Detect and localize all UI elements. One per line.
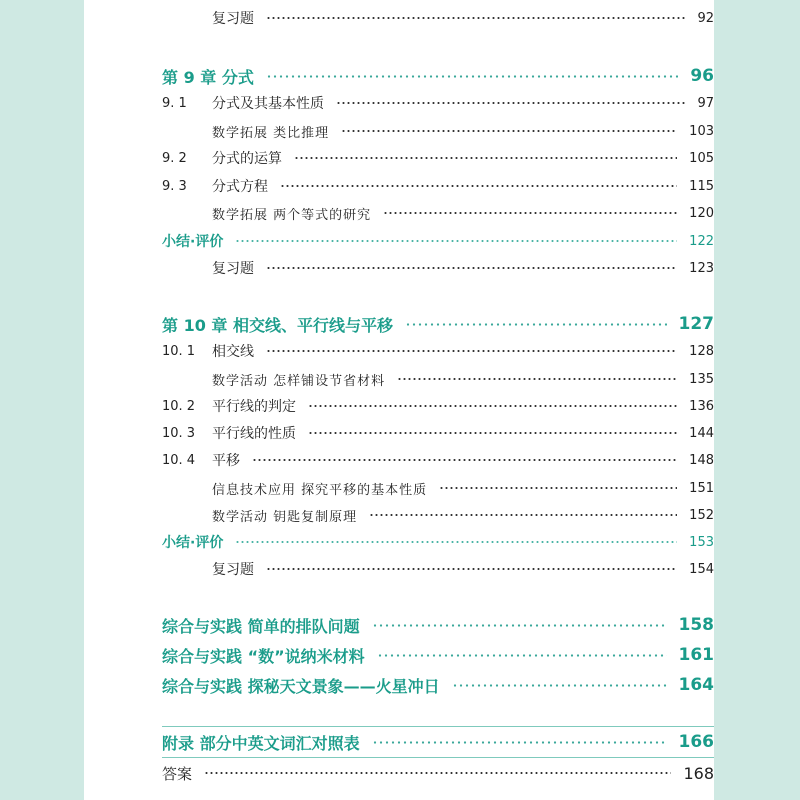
entry-title: 分式方程: [212, 179, 268, 195]
page-number: 105: [689, 150, 714, 166]
dot-leader: [235, 240, 677, 242]
toc-entry-plain: [162, 4, 714, 32]
page-number: 151: [689, 480, 714, 496]
entry-title: 复习题: [212, 562, 254, 578]
toc-entry-section: [162, 89, 714, 117]
toc-entry-section: [162, 337, 714, 365]
page-number: 144: [689, 425, 714, 441]
toc-entry-chapter: [162, 727, 714, 757]
toc-entry-summary: [162, 528, 714, 556]
entry-title: 平行线的判定: [212, 399, 296, 415]
dot-leader: [372, 624, 667, 627]
entry-title: 第 10 章 相交线、平行线与平移: [162, 315, 393, 335]
dot-leader: [341, 130, 677, 132]
dot-leader: [308, 405, 677, 407]
toc-entry-chapter: [162, 61, 714, 91]
dot-leader: [252, 459, 677, 461]
dot-leader: [405, 323, 667, 326]
page-number: 135: [689, 371, 714, 387]
toc-entry-section: [162, 446, 714, 474]
entry-title: 附录 部分中英文词汇对照表: [162, 733, 360, 753]
page-number: 136: [689, 398, 714, 414]
entry-title: 分式及其基本性质: [212, 96, 324, 112]
page-number: 127: [678, 314, 714, 334]
page-number: 97: [697, 95, 714, 111]
toc-entry-chapter: [162, 309, 714, 339]
section-number: 10. 2: [162, 398, 196, 414]
toc-entry-sub: [162, 199, 714, 227]
entry-title: 数学活动 怎样铺设节省材料: [212, 373, 386, 389]
page-number: 96: [690, 66, 714, 86]
toc-entry-section: [162, 392, 714, 420]
page-number: 152: [689, 507, 714, 523]
dot-leader: [266, 350, 677, 352]
dot-leader: [439, 487, 677, 489]
dot-leader: [235, 541, 677, 543]
entry-title: 综合与实践 简单的排队问题: [162, 616, 360, 636]
toc-entry-answer: [162, 759, 714, 787]
page-number: 123: [689, 260, 714, 276]
dot-leader: [266, 17, 685, 19]
page-number: 168: [683, 763, 714, 783]
toc-entry-chapter: [162, 640, 714, 670]
dot-leader: [266, 267, 677, 269]
entry-title: 答案: [162, 764, 193, 783]
section-number: 10. 3: [162, 425, 196, 441]
page-number: 120: [689, 205, 714, 221]
page-number: 164: [678, 675, 714, 695]
entry-title: 平行线的性质: [212, 426, 296, 442]
entry-title: 数学活动 钥匙复制原理: [212, 509, 358, 525]
dot-leader: [377, 654, 667, 657]
section-number: 9. 3: [162, 178, 187, 194]
dot-leader: [308, 432, 677, 434]
entry-title: 分式的运算: [212, 151, 282, 167]
toc-entry-section: [162, 419, 714, 447]
toc-entry-plain: [162, 254, 714, 282]
dot-leader: [294, 157, 677, 159]
page-number: 154: [689, 561, 714, 577]
toc-entry-sub: [162, 474, 714, 502]
toc-entry-sub: [162, 365, 714, 393]
page-number: 128: [689, 343, 714, 359]
entry-title: 复习题: [212, 11, 254, 27]
toc-page: [84, 0, 714, 800]
section-number: 10. 1: [162, 343, 196, 359]
entry-title: 数学拓展 类比推理: [212, 125, 330, 141]
page-number: 161: [678, 645, 714, 665]
right-margin-band: [714, 0, 800, 800]
toc-entry-section: [162, 144, 714, 172]
section-number: 9. 2: [162, 150, 187, 166]
page-number: 158: [678, 615, 714, 635]
dot-leader: [397, 378, 677, 380]
toc-entry-plain: [162, 555, 714, 583]
page-number: 122: [689, 233, 714, 249]
dot-leader: [266, 568, 677, 570]
toc-entry-section: [162, 172, 714, 200]
entry-title: 平移: [212, 453, 240, 469]
dot-leader: [383, 212, 677, 214]
page-number: 153: [689, 534, 714, 550]
section-number: 10. 4: [162, 452, 196, 468]
entry-title: 数学拓展 两个等式的研究: [212, 207, 372, 223]
page-number: 103: [689, 123, 714, 139]
table-of-contents: [84, 0, 714, 800]
entry-title: 小结·评价: [162, 535, 224, 551]
dot-leader: [452, 684, 667, 687]
dot-leader: [372, 741, 667, 744]
entry-title: 综合与实践 “数”说纳米材料: [162, 646, 365, 666]
entry-title: 第 9 章 分式: [162, 67, 254, 87]
dot-leader: [204, 772, 671, 774]
entry-title: 信息技术应用 探究平移的基本性质: [212, 482, 428, 498]
toc-entry-chapter: [162, 610, 714, 640]
page-number: 92: [697, 10, 714, 26]
separator-line: [162, 757, 714, 758]
left-margin-band: [0, 0, 84, 800]
toc-entry-sub: [162, 117, 714, 145]
entry-title: 小结·评价: [162, 234, 224, 250]
entry-title: 综合与实践 探秘天文景象——火星冲日: [162, 676, 440, 696]
entry-title: 复习题: [212, 261, 254, 277]
page-number: 166: [678, 732, 714, 752]
dot-leader: [266, 75, 678, 78]
dot-leader: [336, 102, 685, 104]
page-number: 115: [689, 178, 714, 194]
dot-leader: [369, 514, 677, 516]
toc-entry-sub: [162, 501, 714, 529]
page-number: 148: [689, 452, 714, 468]
dot-leader: [280, 185, 677, 187]
toc-entry-chapter: [162, 670, 714, 700]
toc-entry-summary: [162, 227, 714, 255]
entry-title: 相交线: [212, 344, 254, 360]
section-number: 9. 1: [162, 95, 187, 111]
